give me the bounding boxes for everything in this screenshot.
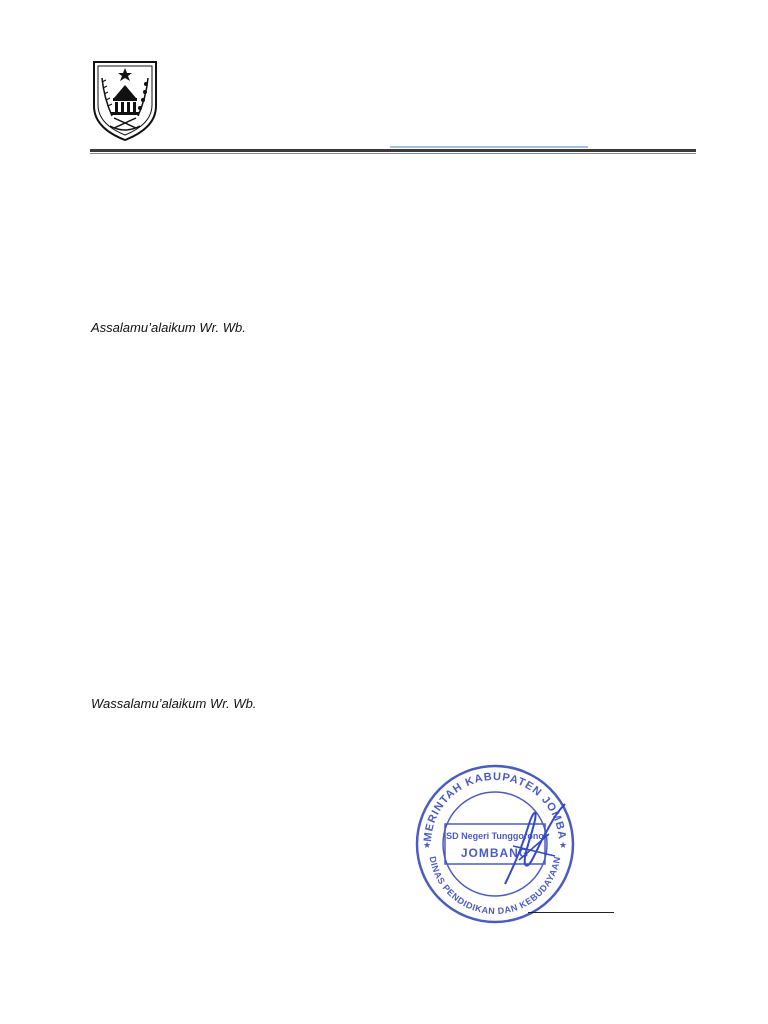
- closing-text: Wassalamu’alaikum Wr. Wb.: [91, 696, 257, 711]
- stamp-top-text: MERINTAH KABUPATEN JOMBA: [421, 770, 568, 843]
- header-divider: [90, 149, 696, 152]
- header-divider-thin: [90, 153, 696, 154]
- official-seal-icon: [405, 764, 585, 924]
- greeting-text: Assalamu’alaikum Wr. Wb.: [91, 320, 246, 335]
- signature-line: [528, 912, 614, 913]
- stamp-city-name: JOMBANG: [460, 846, 530, 860]
- link-underline: [390, 146, 588, 148]
- svg-text:★: ★: [423, 841, 432, 851]
- stamp-school-name: SD Negeri Tunggorono: [446, 831, 544, 841]
- regency-crest-icon: [82, 58, 166, 142]
- stamp-bottom-text: DINAS PENDIDIKAN DAN KEBUDAYAAN: [427, 855, 563, 917]
- svg-text:★: ★: [559, 841, 568, 851]
